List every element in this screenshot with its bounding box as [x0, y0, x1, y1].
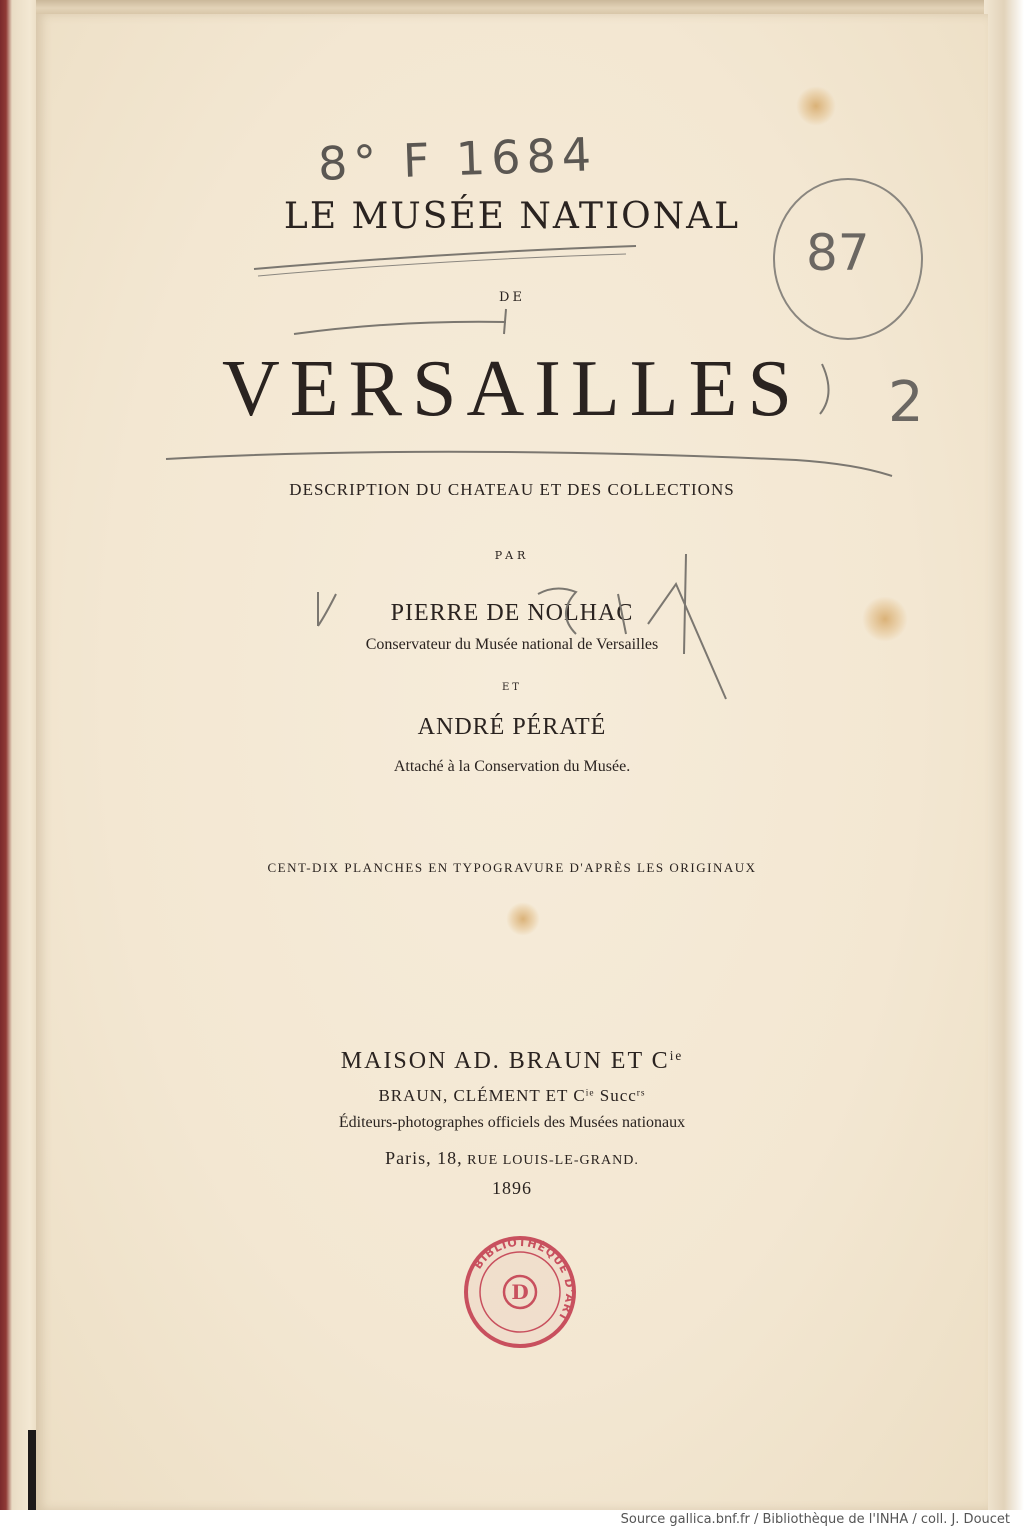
author-2-name: ANDRÉ PÉRATÉ	[417, 714, 607, 740]
publication-year: 1896	[492, 1178, 532, 1198]
successors-prefix: BRAUN, CLÉMENT ET C	[378, 1086, 586, 1105]
successors-suffix-sup: rs	[636, 1088, 646, 1099]
successors-suffix: Succ	[594, 1086, 637, 1105]
page-right-edge	[984, 0, 1024, 1510]
author-1-role: Conservateur du Musée national de Versailles	[365, 636, 659, 653]
foxing-spot	[506, 902, 540, 936]
address-city: Paris, 18,	[385, 1148, 463, 1168]
stamp-text: BIBLIOTHÈQUE D'ART	[471, 1235, 577, 1324]
author-1-name: PIERRE DE NOLHAC	[390, 600, 634, 626]
address-street: RUE LOUIS-LE-GRAND.	[462, 1152, 639, 1168]
pencil-margin-number: 2	[888, 370, 924, 435]
publisher-text: MAISON AD. BRAUN ET C	[340, 1048, 670, 1074]
publisher-sup: ie	[669, 1048, 684, 1064]
publisher-editors: Éditeurs-photographes officiels des Musées nationaux	[338, 1114, 686, 1131]
title-page	[36, 14, 988, 1510]
library-stamp	[460, 1232, 580, 1352]
title-line-2: VERSAILLES	[222, 345, 802, 433]
publisher-successors	[36, 1086, 988, 1106]
foxing-spot	[796, 86, 836, 126]
pencil-shelfmark: 8° F 1684	[317, 127, 598, 191]
et-label: ET	[502, 682, 522, 693]
book-spine	[0, 0, 40, 1510]
par-label: PAR	[494, 549, 530, 562]
stamp-letter: D	[511, 1280, 529, 1304]
subtitle: DESCRIPTION DU CHATEAU ET DES COLLECTIONS	[289, 480, 735, 499]
pencil-circled-number: 87	[806, 224, 870, 282]
publisher-name	[36, 1048, 988, 1075]
successors-sup: ie	[585, 1088, 595, 1099]
author-2-role: Attaché à la Conservation du Musée.	[393, 758, 631, 775]
title-line-1: LE MUSÉE NATIONAL	[283, 196, 741, 237]
plates-description: CENT-DIX PLANCHES EN TYPOGRAVURE D'APRÈS LES ORIGINAUX	[267, 860, 757, 875]
title-connector: DE	[499, 290, 525, 305]
publisher-address	[36, 1148, 988, 1169]
source-credit: Source gallica.bnf.fr / Bibliothèque de l'INHA / coll. J. Doucet	[620, 1512, 1010, 1527]
